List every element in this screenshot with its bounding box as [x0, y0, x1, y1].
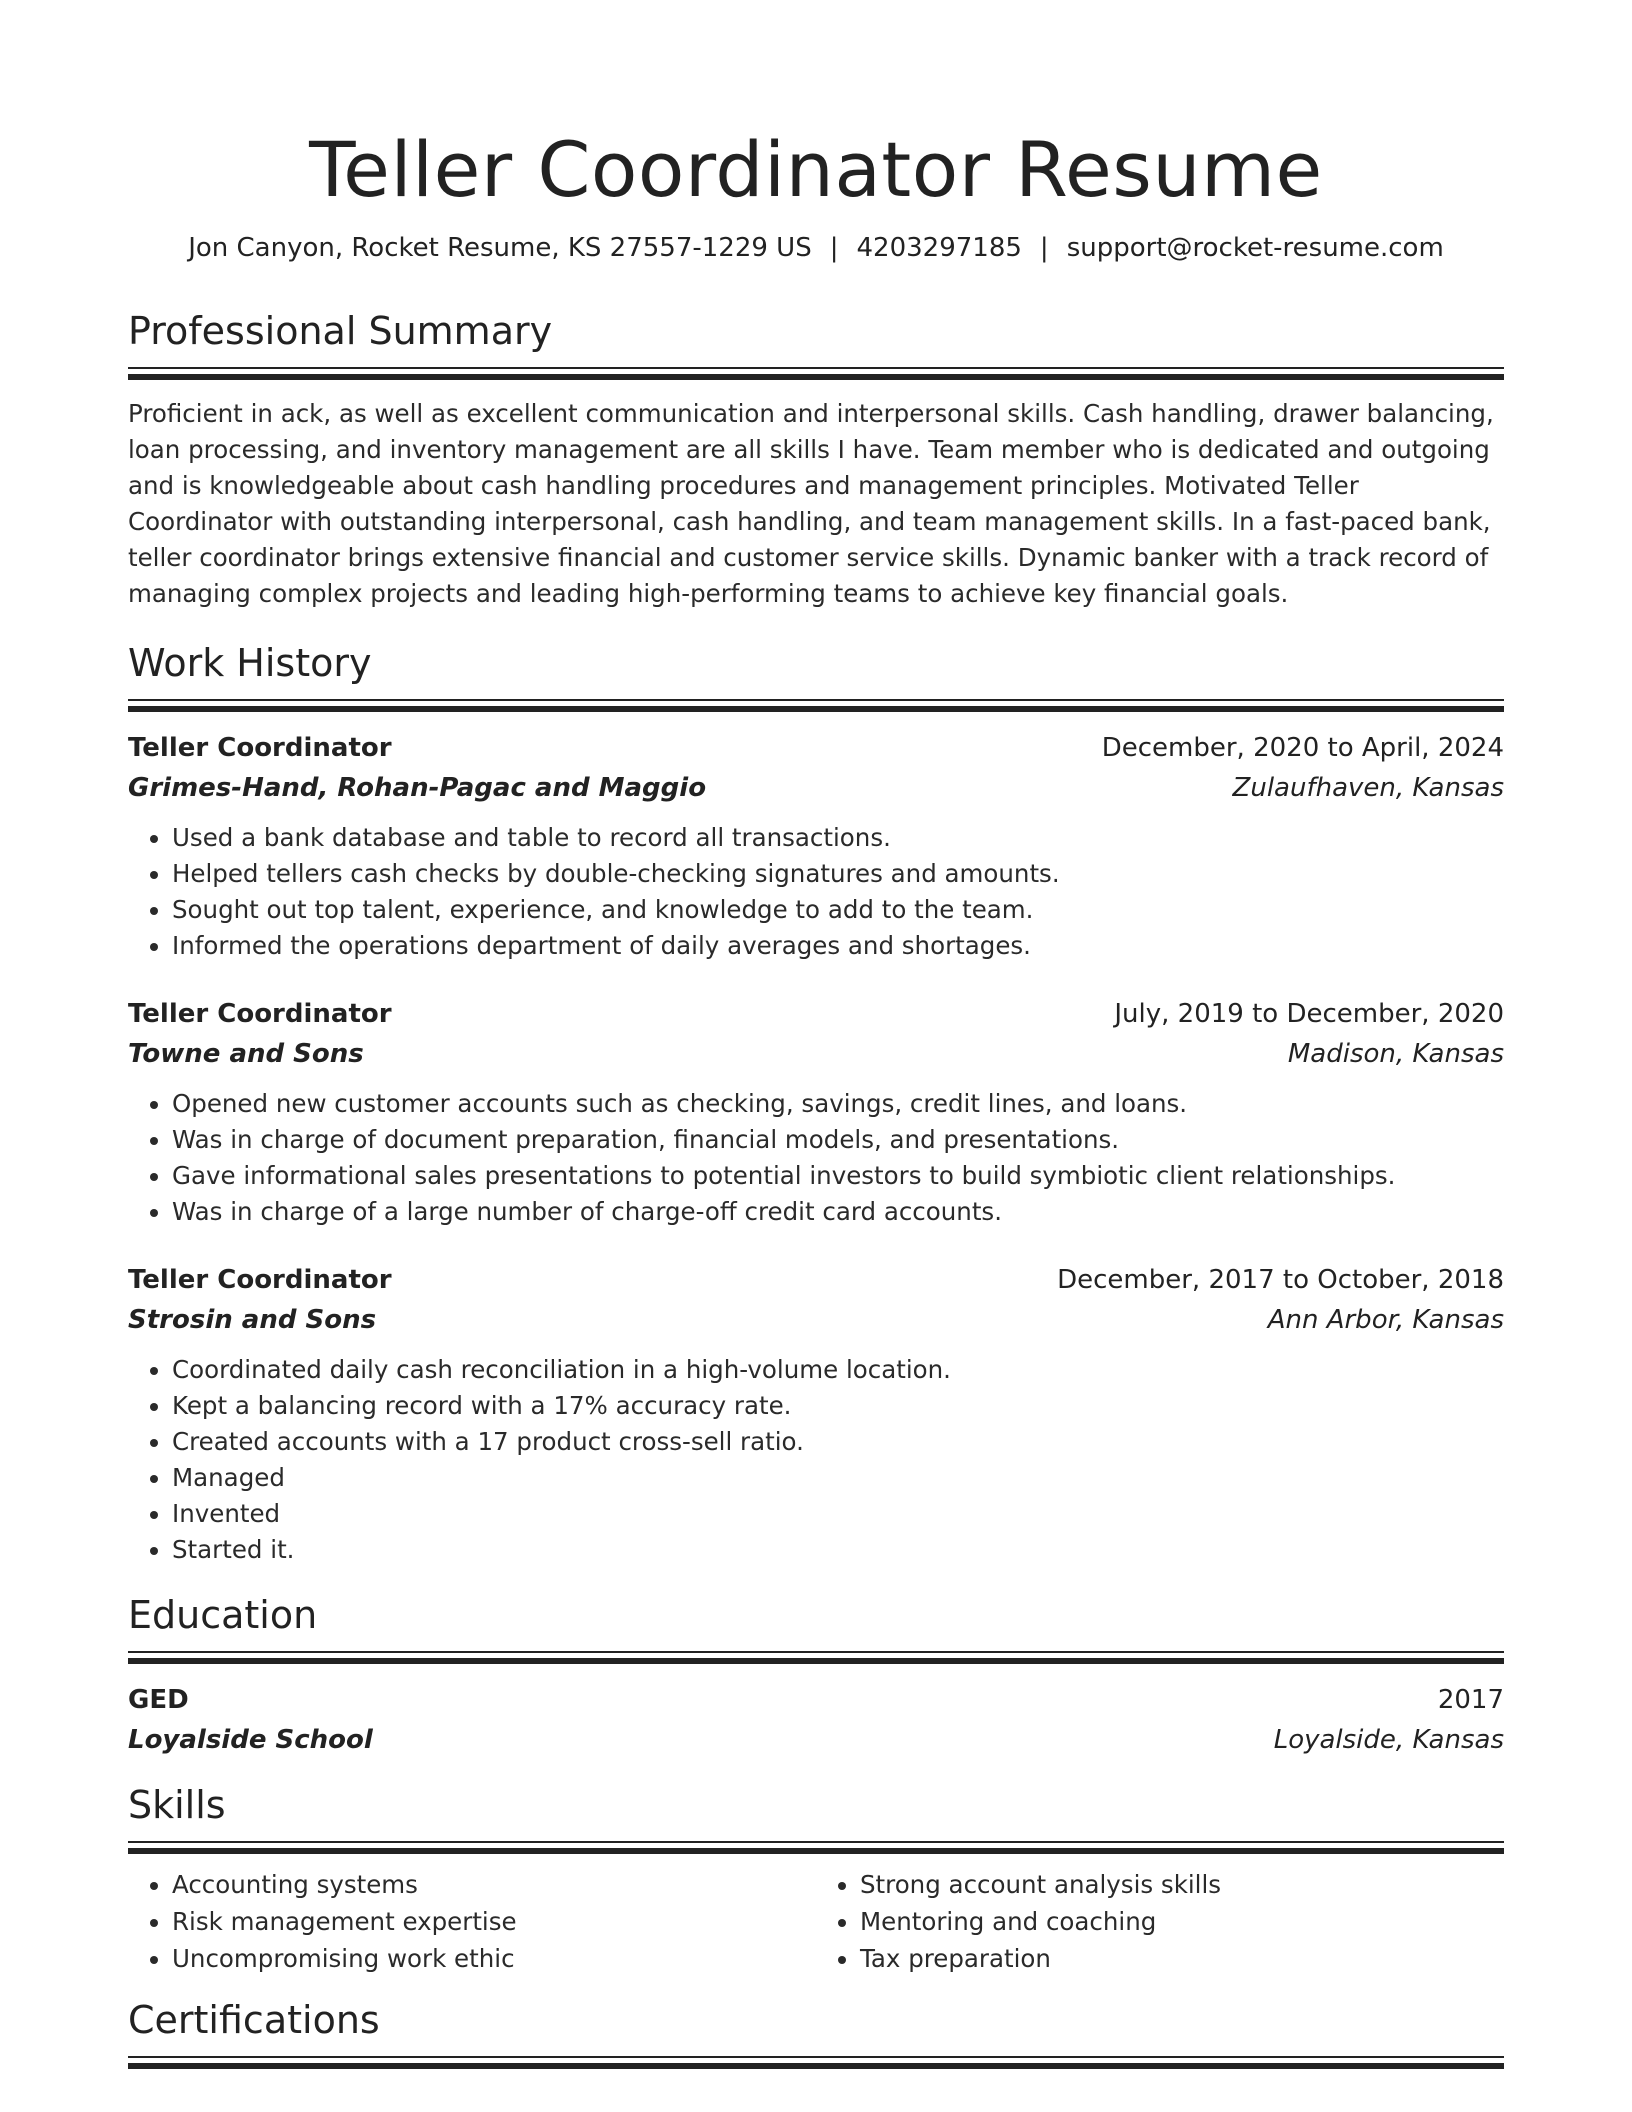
list-item: • Started it.	[172, 1532, 1504, 1568]
list-item: • Opened new customer accounts such as checking, savings, credit lines, and loans.	[172, 1086, 1504, 1122]
job-bullets	[128, 820, 1504, 964]
list-item: • Risk management expertise	[172, 1903, 816, 1940]
education-school: Loyalside School	[128, 1725, 373, 1755]
list-item: • Invented	[172, 1496, 1504, 1532]
list-item: • Uncompromising work ethic	[172, 1940, 816, 1977]
resume-page	[128, 0, 1504, 2069]
contact-line	[128, 230, 1504, 266]
skills-columns	[128, 1866, 1504, 1977]
job-employer-row	[128, 1034, 1504, 1074]
education-header-row	[128, 1680, 1504, 1720]
section-rule	[128, 1651, 1504, 1653]
job-entry	[128, 1260, 1504, 1568]
education-entry	[128, 1680, 1504, 1760]
job-header-row	[128, 1260, 1504, 1300]
section-rule-thick	[128, 1658, 1504, 1664]
education-year: 2017	[1437, 1685, 1504, 1715]
job-title: Teller Coordinator	[128, 733, 392, 763]
list-item: • Kept a balancing record with a 17% accuracy rate.	[172, 1388, 1504, 1424]
job-employer-row	[128, 1300, 1504, 1340]
list-item: • Gave informational sales presentations to potential investors to build symbiotic client relationships.	[172, 1158, 1504, 1194]
job-employer-row	[128, 768, 1504, 808]
education-school-row	[128, 1720, 1504, 1760]
job-location: Ann Arbor, Kansas	[1267, 1305, 1504, 1335]
resume-title: Teller Coordinator Resume	[309, 125, 1323, 214]
education-degree: GED	[128, 1685, 189, 1715]
certifications-section	[128, 1995, 1504, 2069]
job-entry	[128, 994, 1504, 1230]
section-heading-summary: Professional Summary	[128, 309, 553, 353]
list-item: • Used a bank database and table to record all transactions.	[172, 820, 1504, 856]
section-rule	[128, 699, 1504, 701]
list-item: • Helped tellers cash checks by double-checking signatures and amounts.	[172, 856, 1504, 892]
list-item: • Managed	[172, 1460, 1504, 1496]
education-location: Loyalside, Kansas	[1273, 1725, 1504, 1755]
list-item: • Was in charge of a large number of charge-off credit card accounts.	[172, 1194, 1504, 1230]
contact-separator: |	[829, 233, 839, 263]
list-item: • Accounting systems	[172, 1866, 816, 1903]
education-section	[128, 1590, 1504, 1760]
job-dates: July, 2019 to December, 2020	[1114, 999, 1504, 1029]
section-heading-skills: Skills	[128, 1783, 226, 1827]
section-rule	[128, 1841, 1504, 1843]
job-bullets	[128, 1352, 1504, 1568]
section-rule-thick	[128, 374, 1504, 380]
section-rule	[128, 367, 1504, 369]
job-employer: Strosin and Sons	[128, 1305, 377, 1335]
section-rule-thick	[128, 706, 1504, 712]
job-employer: Grimes-Hand, Rohan-Pagac and Maggio	[128, 773, 707, 803]
job-header-row	[128, 994, 1504, 1034]
job-header-row	[128, 728, 1504, 768]
skills-list-left	[128, 1866, 816, 1977]
list-item: • Coordinated daily cash reconciliation in a high-volume location.	[172, 1352, 1504, 1388]
list-item: • Mentoring and coaching	[860, 1903, 1504, 1940]
skills-list-right	[816, 1866, 1504, 1977]
list-item: • Informed the operations department of daily averages and shortages.	[172, 928, 1504, 964]
list-item: • Created accounts with a 17 product cross-sell ratio.	[172, 1424, 1504, 1460]
section-heading-certifications: Certifications	[128, 1998, 380, 2042]
list-item: • Sought out top talent, experience, and knowledge to add to the team.	[172, 892, 1504, 928]
contact-email: support@rocket-resume.com	[1066, 233, 1444, 263]
list-item: • Tax preparation	[860, 1940, 1504, 1977]
list-item: • Was in charge of document preparation, financial models, and presentations.	[172, 1122, 1504, 1158]
contact-separator: |	[1039, 233, 1049, 263]
contact-phone: 4203297185	[856, 233, 1022, 263]
work-history-section	[128, 638, 1504, 1568]
list-item: • Strong account analysis skills	[860, 1866, 1504, 1903]
job-location: Zulaufhaven, Kansas	[1232, 773, 1504, 803]
section-rule-thick	[128, 2063, 1504, 2069]
job-entry	[128, 728, 1504, 964]
job-employer: Towne and Sons	[128, 1039, 364, 1069]
section-heading-education: Education	[128, 1593, 318, 1637]
section-rule	[128, 2056, 1504, 2058]
job-location: Madison, Kansas	[1287, 1039, 1504, 1069]
job-dates: December, 2020 to April, 2024	[1101, 733, 1504, 763]
summary-text: Proficient in ack, as well as excellent communication and interpersonal skills. Cash handling, drawer balancing, loan processing, and inventory management are all skills I have. Team member who is dedicated and outgoing and is knowledgeable about cash handling procedures and management principles. Motivated Teller Coordinator with outstanding interpersonal, cash handling, and team management skills. In a fast-paced bank, teller coordinator brings extensive financial and customer service skills. Dynamic banker with a track record of managing complex projects and leading high-performing teams to achieve key financial goals.	[128, 399, 1494, 608]
contact-address: Jon Canyon, Rocket Resume, KS 27557-1229 US	[188, 233, 812, 263]
job-title: Teller Coordinator	[128, 1265, 392, 1295]
job-bullets	[128, 1086, 1504, 1230]
skills-section	[128, 1780, 1504, 1977]
job-title: Teller Coordinator	[128, 999, 392, 1029]
section-heading-work: Work History	[128, 641, 372, 685]
summary-section	[128, 306, 1504, 612]
job-dates: December, 2017 to October, 2018	[1057, 1265, 1504, 1295]
section-rule-thick	[128, 1848, 1504, 1854]
